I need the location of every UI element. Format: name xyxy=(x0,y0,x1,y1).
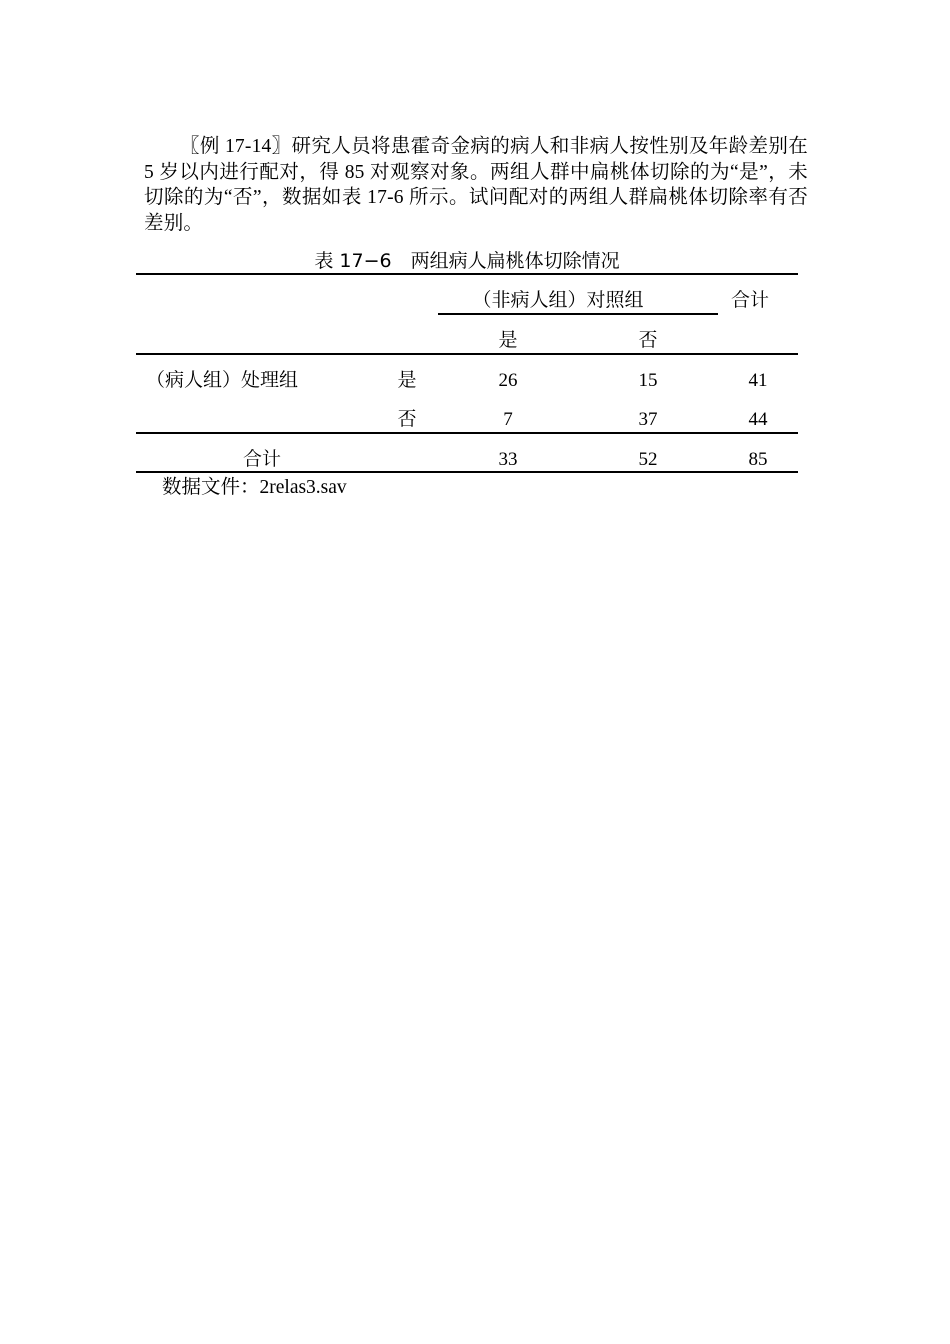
row-1-total: 41 xyxy=(748,370,768,391)
data-file-note: 数据文件：2relas3.sav xyxy=(162,477,347,498)
example-paragraph: 〖例 17-14〗研究人员将患霍奇金病的病人和非病人按性别及年龄差别在 5 岁以内进行配对，得 85 对观察对象。两组人群中扁桃体切除的为“是”，未切除的为“否”，数据如表 17-6 所示。试问配对的两组人群扁桃体切除率有否差别。 xyxy=(144,136,808,234)
table-caption: 表 17−6 两组病人扁桃体切除情况 xyxy=(314,250,620,272)
table-bottom-rule xyxy=(136,471,798,473)
table-top-rule xyxy=(136,273,798,275)
row-2-status: 否 xyxy=(397,409,417,430)
header-yes: 是 xyxy=(498,330,518,351)
row-1-no: 15 xyxy=(638,370,658,391)
header-bottom-rule xyxy=(136,353,798,355)
row-2-no: 37 xyxy=(638,409,658,430)
total-row-yes: 33 xyxy=(498,449,518,470)
total-row-total: 85 xyxy=(748,449,768,470)
body-bottom-rule xyxy=(136,432,798,434)
total-row-label: 合计 xyxy=(242,449,282,470)
row-1-status: 是 xyxy=(397,370,417,391)
control-group-underline xyxy=(438,313,718,315)
row-1-group: （病人组）处理组 xyxy=(146,370,299,391)
header-no: 否 xyxy=(638,330,658,351)
total-row-no: 52 xyxy=(638,449,658,470)
row-2-total: 44 xyxy=(748,409,768,430)
row-2-yes: 7 xyxy=(503,409,513,430)
header-total: 合计 xyxy=(730,290,770,311)
row-1-yes: 26 xyxy=(498,370,518,391)
header-control-group: （非病人组）对照组 xyxy=(472,290,644,311)
